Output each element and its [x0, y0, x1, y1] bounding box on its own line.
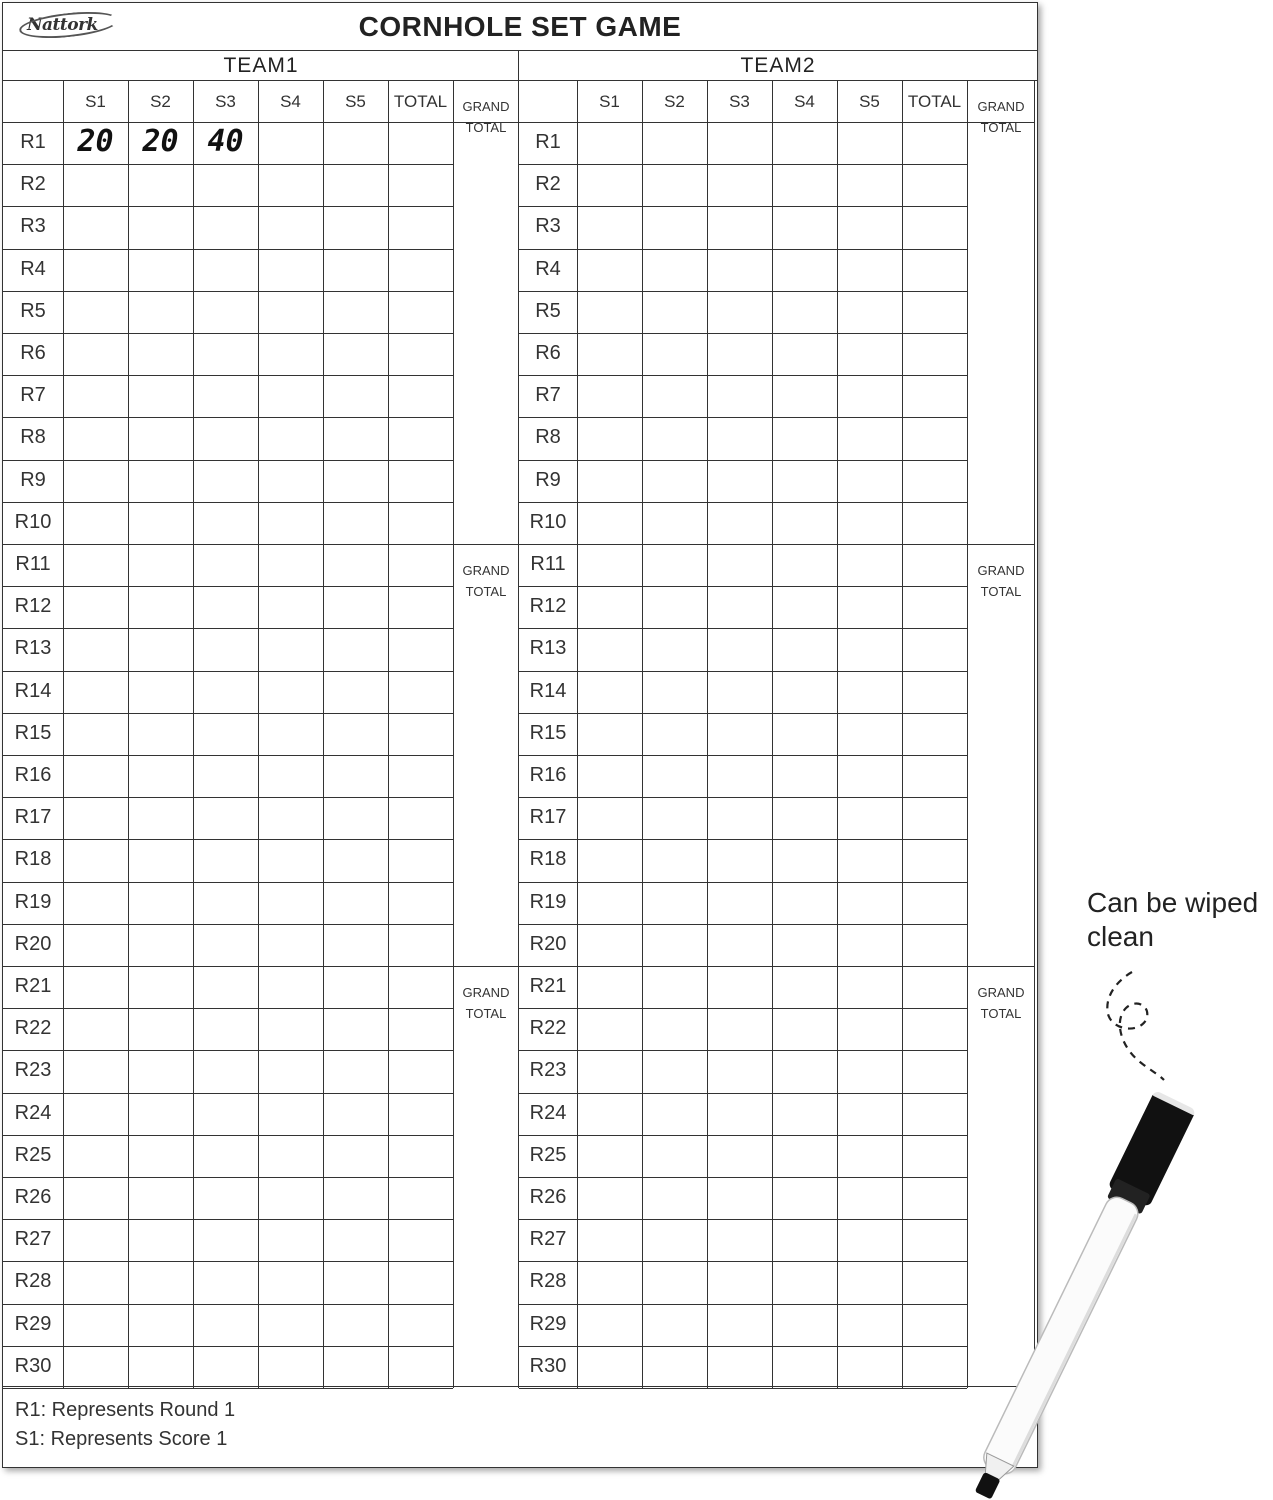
brand-logo: Nattork	[27, 15, 98, 35]
team2-grand-total-label: GRAND	[977, 99, 1025, 114]
team1-round-label: R4	[20, 257, 46, 280]
team2-round-label: R20	[529, 932, 567, 955]
team2-round-label: R15	[529, 721, 567, 744]
team1-round-label: R27	[14, 1228, 52, 1251]
team2-round-label: R5	[535, 299, 561, 322]
team1-round-label: R18	[14, 848, 52, 871]
team1-header-total: TOTAL	[393, 92, 448, 111]
team2-header-s4: S4	[794, 92, 815, 111]
team2-round-label: R7	[535, 384, 561, 407]
team2-label: TEAM2	[740, 54, 816, 77]
handwritten-score: 40	[207, 124, 244, 159]
team1-round-label: R13	[14, 637, 52, 660]
team1-round-label: R1	[20, 131, 46, 153]
team2-round-label: R2	[535, 173, 561, 196]
team1-grand-total-label: TOTAL	[465, 584, 507, 599]
team2-round-label: R1	[535, 131, 561, 153]
legend-score: S1: Represents Score 1	[15, 1428, 228, 1450]
board-title: CORNHOLE SET GAME	[358, 11, 682, 42]
team2-grand-total-label: TOTAL	[980, 1006, 1022, 1021]
team1-round-label: R21	[14, 975, 52, 997]
team1-header-s5: S5	[345, 92, 366, 111]
team1-round-label: R28	[14, 1270, 52, 1293]
team1-round-label: R15	[14, 721, 52, 744]
team2-round-label: R4	[535, 257, 561, 280]
team2-round-label: R17	[529, 806, 567, 829]
team1-round-label: R12	[14, 595, 52, 618]
team1-round-label: R8	[20, 426, 46, 449]
team1-header-s2: S2	[150, 92, 171, 111]
team2-round-label: R22	[529, 1017, 567, 1040]
team2-round-label: R21	[529, 975, 567, 997]
team2-header-s2: S2	[664, 92, 685, 111]
team1-round-label: R17	[14, 806, 52, 829]
team1-round-label: R20	[14, 932, 52, 955]
team2-round-label: R13	[529, 637, 567, 660]
team2-header-s5: S5	[859, 92, 880, 111]
team1-round-label: R5	[20, 299, 46, 322]
team1-round-label: R14	[14, 679, 52, 702]
team1-grand-total-label: GRAND	[462, 985, 510, 1000]
team2-round-label: R9	[535, 468, 561, 491]
team2-grand-total-label: GRAND	[977, 563, 1025, 578]
callout-line-2: clean	[1087, 921, 1154, 952]
team2-grand-total-label: TOTAL	[980, 120, 1022, 135]
team2-round-label: R11	[530, 553, 566, 575]
team2-round-label: R3	[535, 215, 561, 238]
team2-grand-total-label: TOTAL	[980, 584, 1022, 599]
team1-grand-total-label: GRAND	[462, 563, 510, 578]
handwritten-score: 20	[142, 124, 179, 159]
team1-round-label: R19	[14, 890, 52, 913]
team1-grand-total-label: TOTAL	[465, 120, 507, 135]
team2-round-label: R26	[529, 1186, 567, 1208]
team2-round-label: R12	[529, 595, 567, 618]
team2-round-label: R8	[535, 426, 561, 449]
team1-round-label: R10	[14, 510, 52, 533]
team1-grand-total-label: TOTAL	[465, 1006, 507, 1021]
team1-round-label: R9	[20, 468, 46, 491]
team2-round-label: R6	[535, 342, 561, 364]
team1-round-label: R16	[14, 764, 52, 786]
team2-round-label: R10	[529, 510, 567, 533]
team2-round-label: R27	[529, 1228, 567, 1251]
team2-round-label: R19	[529, 890, 567, 913]
team2-header-s1: S1	[599, 92, 620, 111]
legend-round: R1: Represents Round 1	[15, 1399, 236, 1421]
team1-round-label: R26	[14, 1186, 52, 1208]
team1-label: TEAM1	[223, 54, 299, 77]
team1-header-s1: S1	[85, 92, 106, 111]
team2-round-label: R30	[529, 1354, 567, 1377]
team2-round-label: R14	[529, 679, 567, 702]
team2-round-label: R28	[529, 1270, 567, 1293]
team2-round-label: R16	[529, 764, 567, 786]
team1-round-label: R25	[14, 1143, 52, 1166]
team1-round-label: R7	[20, 384, 46, 407]
team1-round-label: R2	[20, 173, 46, 196]
team2-header-total: TOTAL	[907, 92, 962, 111]
team2-round-label: R25	[529, 1143, 567, 1166]
team1-round-label: R30	[14, 1354, 52, 1377]
callout-line-1: Can be wiped	[1087, 887, 1259, 918]
team1-header-s4: S4	[280, 92, 301, 111]
team2-round-label: R23	[529, 1059, 567, 1082]
team1-round-label: R24	[14, 1101, 52, 1124]
team1-round-label: R29	[14, 1312, 52, 1335]
team2-round-label: R29	[529, 1312, 567, 1335]
team1-round-label: R11	[15, 553, 51, 575]
team2-round-label: R18	[529, 848, 567, 871]
team1-round-label: R6	[20, 342, 46, 364]
team1-round-label: R3	[20, 215, 46, 238]
team1-grand-total-label: GRAND	[462, 99, 510, 114]
team1-round-label: R23	[14, 1059, 52, 1082]
team1-header-s3: S3	[215, 92, 236, 111]
team2-header-s3: S3	[729, 92, 750, 111]
team2-round-label: R24	[529, 1101, 567, 1124]
team1-round-label: R22	[14, 1017, 52, 1040]
handwritten-score: 20	[77, 124, 114, 159]
team2-grand-total-label: GRAND	[977, 985, 1025, 1000]
